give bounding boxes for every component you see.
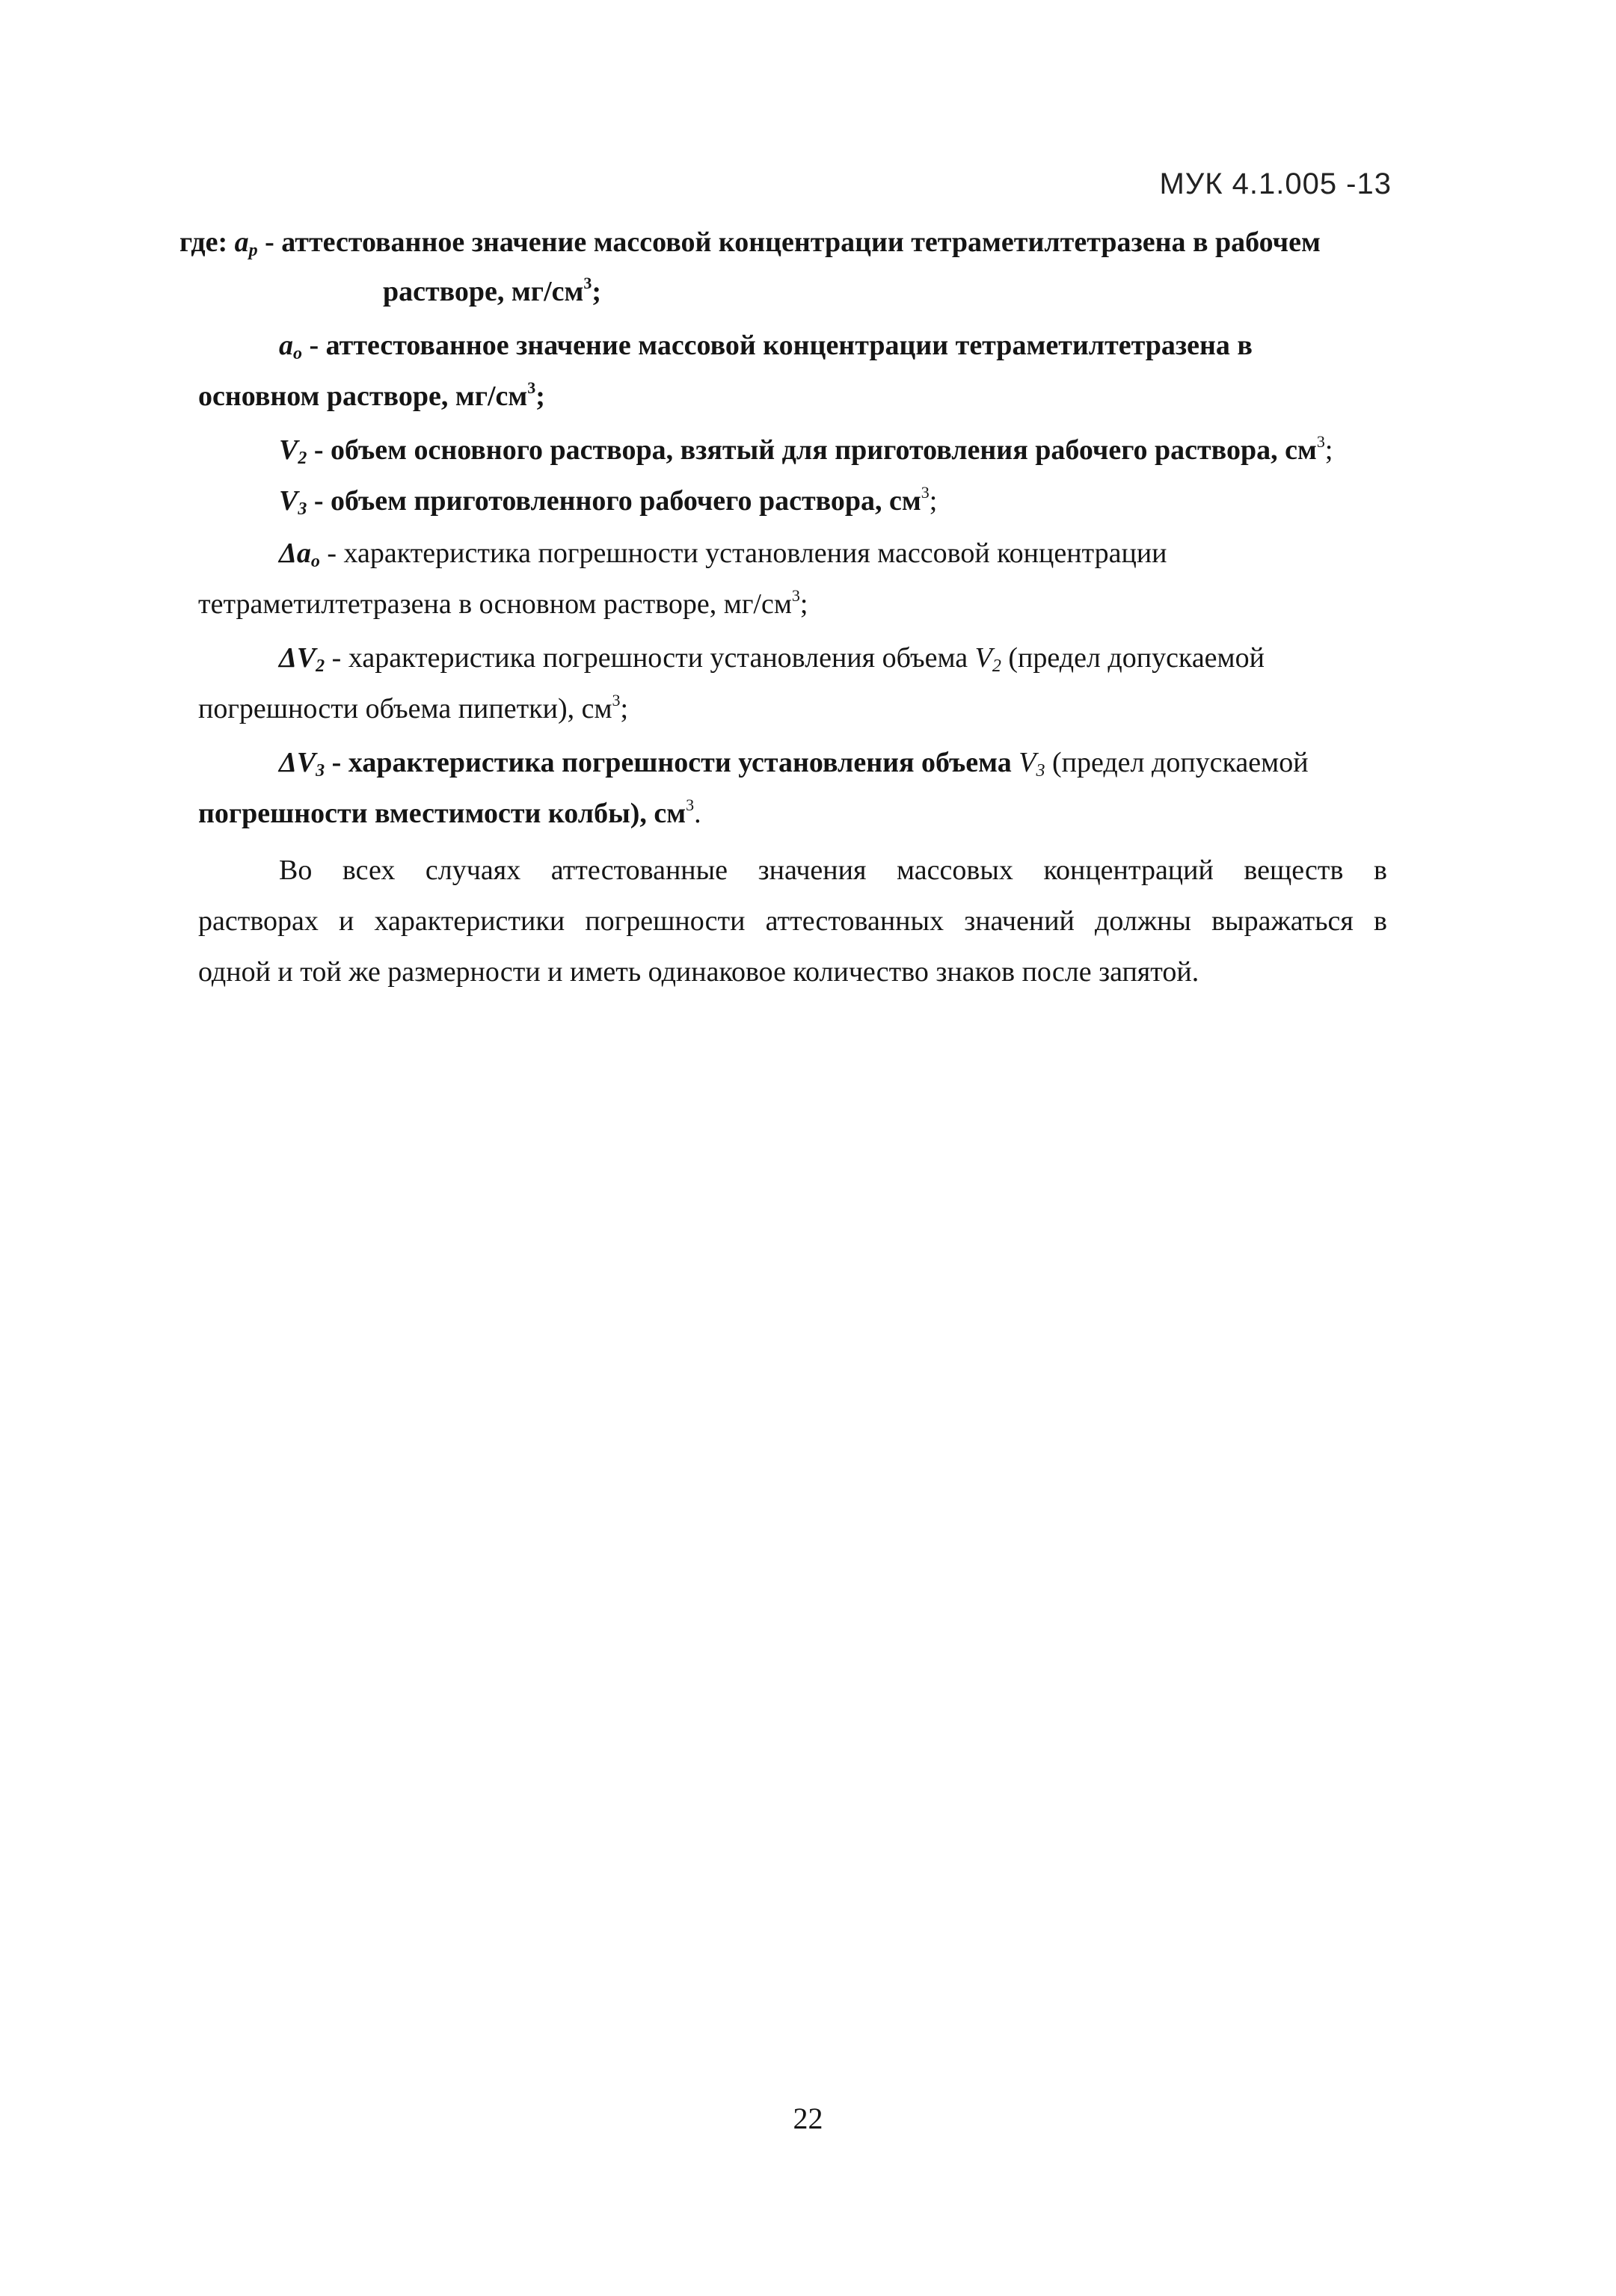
symbol-ap-sub: p <box>248 241 258 260</box>
paragraph-line2: растворах и характеристики погрешности аттестованных значений должны выражаться в <box>198 905 1387 937</box>
definition-ap-text2: растворе, мг/см <box>383 276 584 307</box>
symbol-dao: Δa <box>279 538 311 569</box>
symbol-ao: a <box>279 330 293 361</box>
symbol-dv3-sub: 3 <box>316 761 325 781</box>
definition-dv2-line2 <box>198 691 628 727</box>
definition-dv3-text1a: - характеристика погрешности установления объема <box>325 747 1019 778</box>
definition-dao-text1: - характеристика погрешности установления массовой концентрации <box>319 538 1167 569</box>
definition-v2-text: - объем основного раствора, взятый для приготовления рабочего раствора, см <box>307 434 1317 466</box>
dv2-unit-sup: 3 <box>612 691 621 710</box>
definition-ao-line1 <box>279 327 1253 363</box>
symbol-v3-sub: 3 <box>298 499 307 519</box>
definition-dv3-text2: погрешности вместимости колбы), см <box>198 798 686 829</box>
definition-dv2-text1b: (предел допускаемой <box>1001 642 1265 674</box>
inline-symbol-v2-sub: 2 <box>992 656 1001 676</box>
definition-ao-text2: основном растворе, мг/см <box>198 381 528 412</box>
dao-end: ; <box>799 588 808 620</box>
ap-end: ; <box>592 276 602 307</box>
dv3-unit-sup: 3 <box>686 795 695 814</box>
definition-ao-text1: - аттестованное значение массовой концентрации тетраметилтетразена в <box>302 330 1253 361</box>
definition-dv2-text1a: - характеристика погрешности установления объема <box>325 642 975 674</box>
definition-dv3-line2 <box>198 795 701 831</box>
v2-unit-sup: 3 <box>1316 432 1325 451</box>
paragraph-line3: одной и той же размерности и иметь одинаковое количество знаков после запятой. <box>198 956 1199 988</box>
symbol-dao-sub: o <box>310 552 320 571</box>
definition-ap-line1 <box>179 224 1321 260</box>
document-code: МУК 4.1.005 -13 <box>1159 167 1392 200</box>
definition-dao-line2 <box>198 586 808 622</box>
definition-v3 <box>279 483 937 519</box>
definition-dv3-line1 <box>279 745 1309 781</box>
definition-ao-line2 <box>198 378 545 414</box>
v3-unit-sup: 3 <box>921 483 930 502</box>
definition-ap-line2 <box>383 274 601 310</box>
symbol-ao-sub: o <box>293 344 302 363</box>
definition-v2 <box>279 432 1333 468</box>
dv2-end: ; <box>620 693 629 724</box>
inline-symbol-v2: V <box>974 642 992 674</box>
v2-end: ; <box>1324 434 1333 466</box>
definition-dv2-text2: погрешности объема пипетки), см <box>198 693 612 724</box>
symbol-ap: a <box>234 227 249 258</box>
definition-dv2-line1 <box>279 640 1265 676</box>
intro-label: где: <box>179 227 228 258</box>
definition-ap-text1: - аттестованное значение массовой концентрации тетраметилтетразена в рабочем <box>257 227 1321 258</box>
dao-unit-sup: 3 <box>791 586 800 605</box>
definition-dao-text2: тетраметилтетразена в основном растворе, мг/см <box>198 588 792 620</box>
definition-dv3-text1b: (предел допускаемой <box>1045 747 1309 778</box>
page-number: 22 <box>793 2102 823 2135</box>
inline-symbol-v3-sub: 3 <box>1036 761 1045 781</box>
ap-unit-sup: 3 <box>583 274 592 292</box>
symbol-v3: V <box>279 485 298 517</box>
definition-dao-line1 <box>279 535 1167 571</box>
inline-symbol-v3: V <box>1019 747 1036 778</box>
symbol-dv2: ΔV <box>279 642 316 674</box>
dv3-end: . <box>694 798 701 829</box>
ao-unit-sup: 3 <box>527 378 536 397</box>
symbol-dv3: ΔV <box>279 747 316 778</box>
ao-end: ; <box>535 381 545 412</box>
v3-end: ; <box>929 485 938 517</box>
definition-v3-text: - объем приготовленного рабочего раствора, см <box>307 485 921 517</box>
paragraph-line1: Во всех случаях аттестованные значения массовых концентраций веществ в <box>279 855 1387 886</box>
symbol-v2-sub: 2 <box>298 449 307 468</box>
symbol-v2: V <box>279 434 298 466</box>
symbol-dv2-sub: 2 <box>316 656 325 676</box>
